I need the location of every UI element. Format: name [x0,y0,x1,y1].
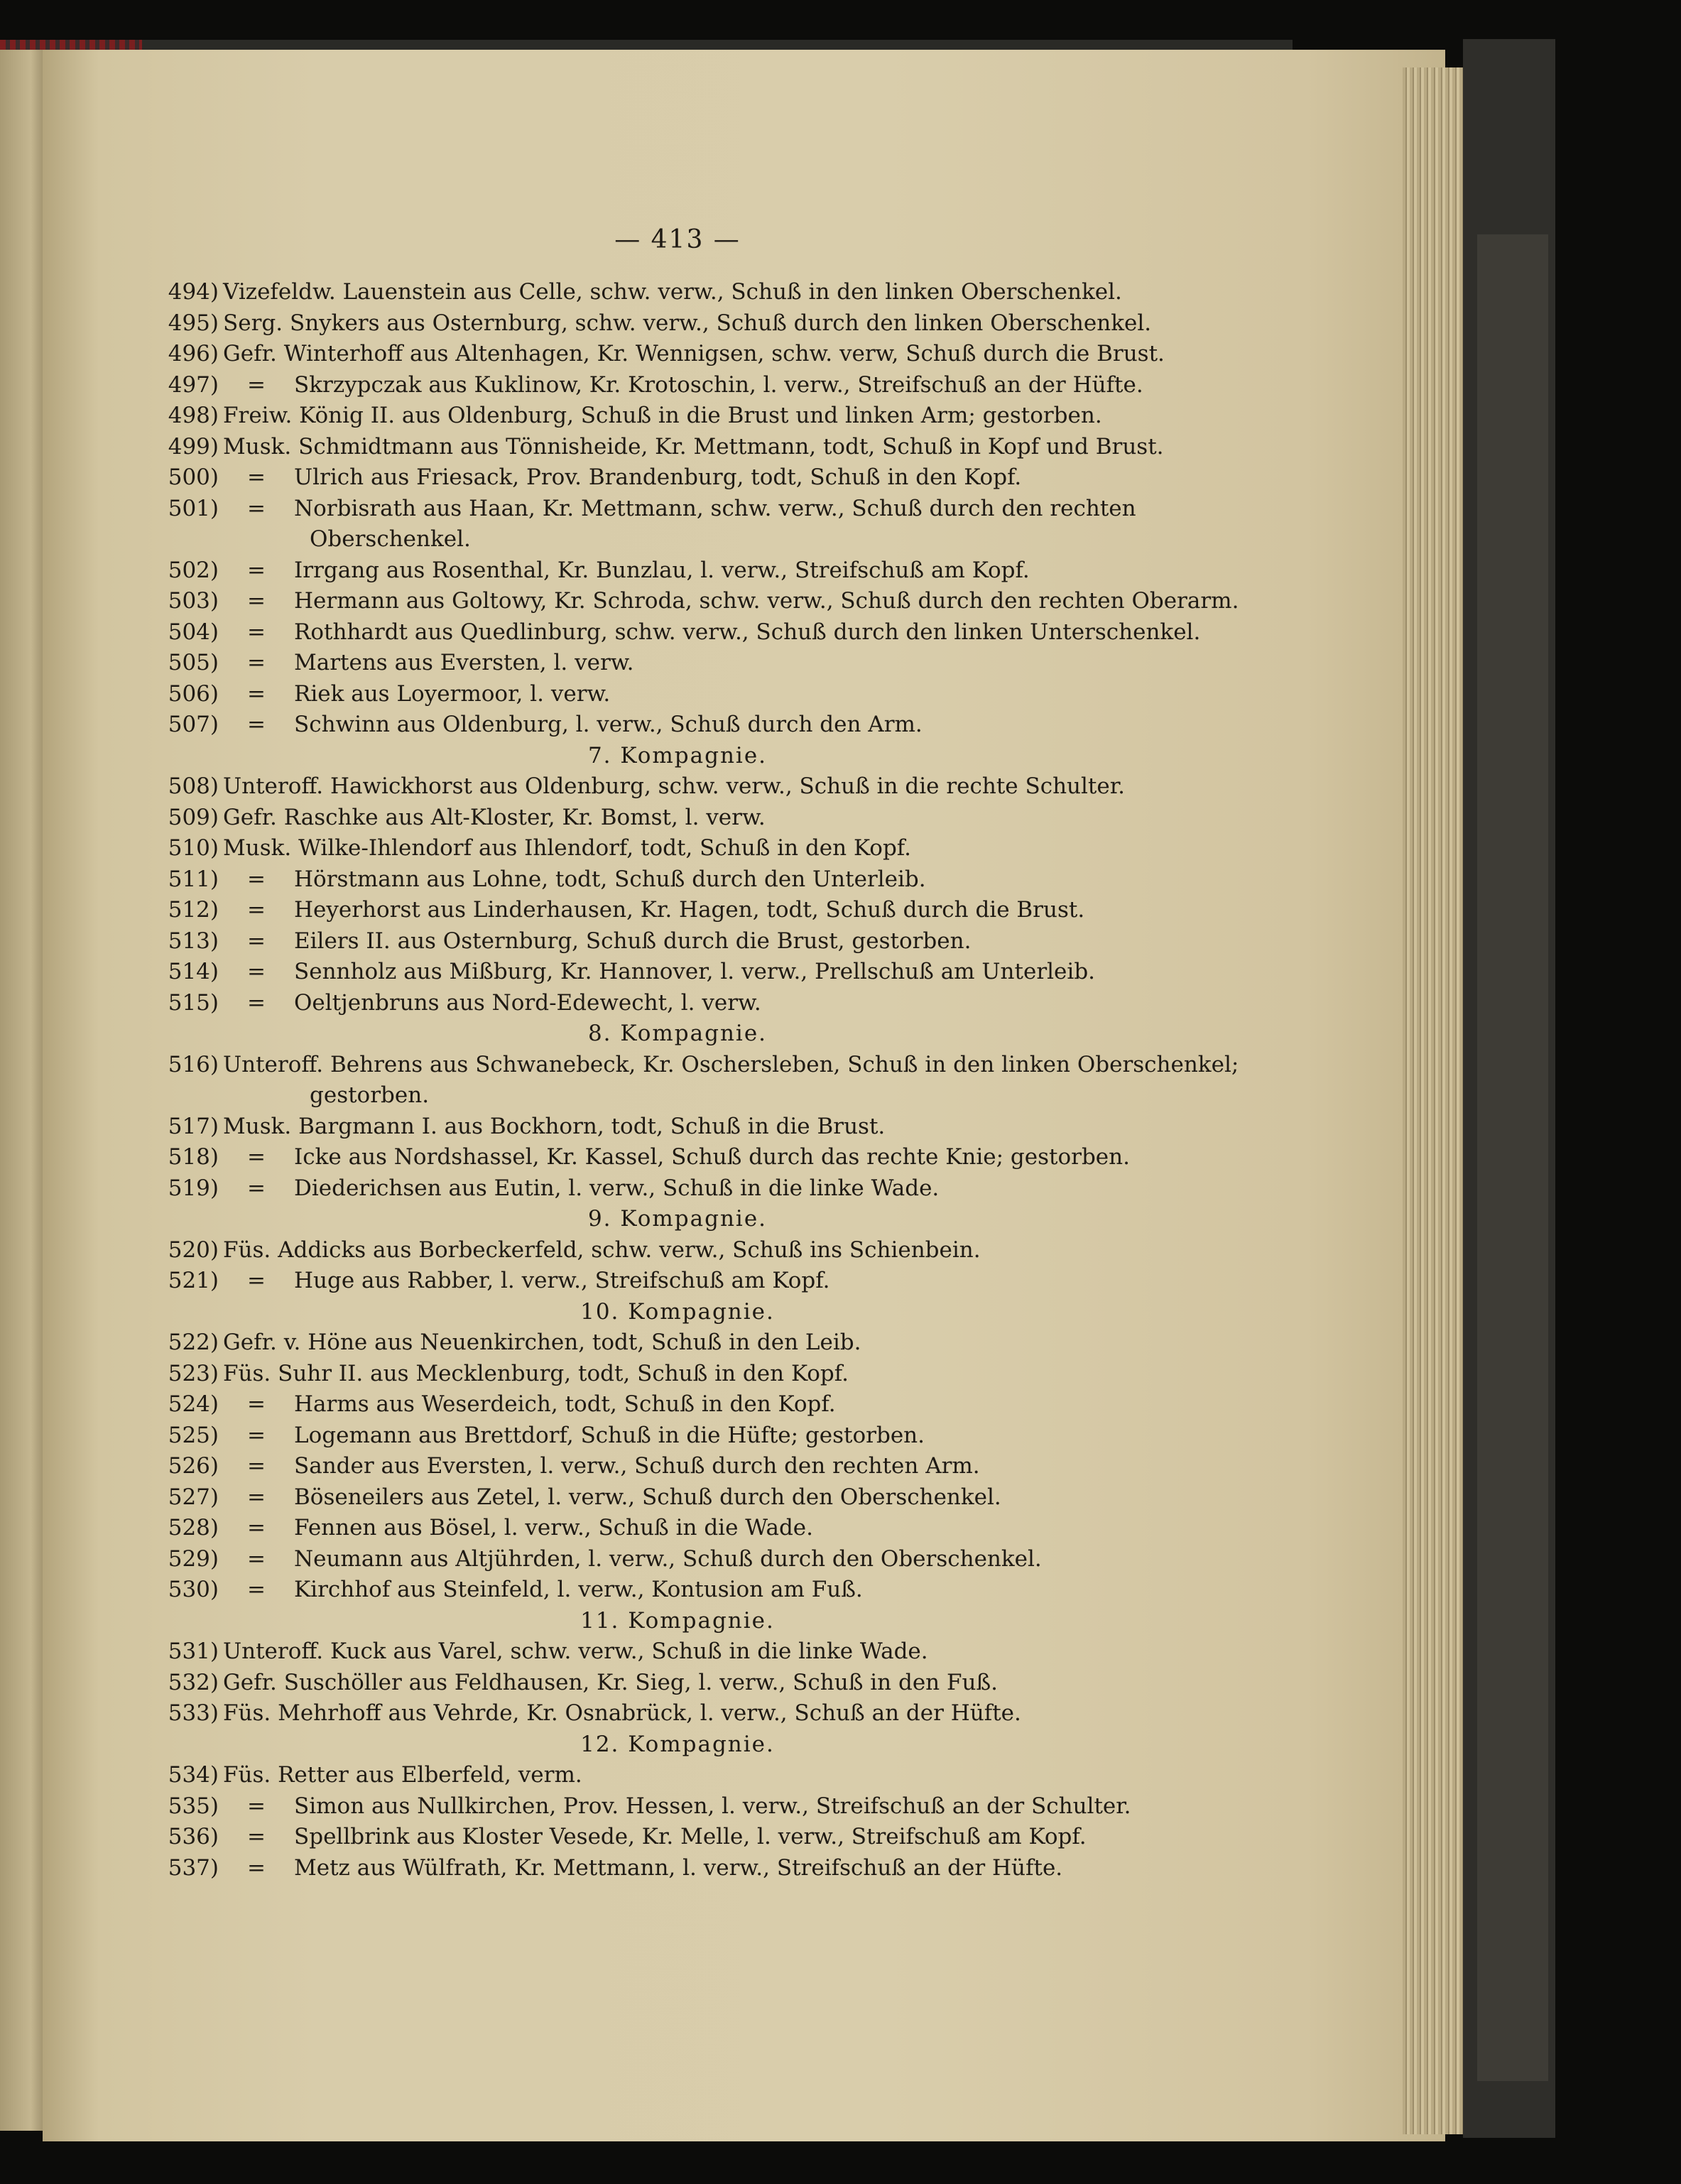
entry-number: 510) [168,835,219,861]
entry-text: Hermann aus Goltowy, Kr. Schroda, schw. verw., Schuß durch den rechten Oberarm. [294,588,1239,614]
company-heading: 10. Kompagnie. [580,1298,775,1325]
book-cover-inner [1477,234,1548,2081]
ditto-mark: = [247,1484,266,1510]
ditto-mark: = [247,959,266,984]
entry-text: Gefr. Suschöller aus Feldhausen, Kr. Sieg, l. verw., Schuß in den Fuß. [223,1669,999,1695]
entry-text: Freiw. König II. aus Oldenburg, Schuß in die Brust und linken Arm; gestorben. [223,403,1102,428]
entry-text: Rothhardt aus Quedlinburg, schw. verw., Schuß durch den linken Unterschenkel. [294,619,1201,645]
entry-text: Norbisrath aus Haan, Kr. Mettmann, schw. verw., Schuß durch den rechten [294,495,1136,521]
entry-text: Sennholz aus Mißburg, Kr. Hannover, l. verw., Prellschuß am Unterleib. [294,959,1096,984]
entry-number: 527) [168,1484,219,1510]
entry-number: 532) [168,1669,219,1695]
entry-text: Schwinn aus Oldenburg, l. verw., Schuß durch den Arm. [294,712,923,737]
entry-text: Füs. Suhr II. aus Mecklenburg, todt, Schuß in den Kopf. [223,1360,849,1386]
entry-text: Serg. Snykers aus Osternburg, schw. verw., Schuß durch den linken Oberschenkel. [223,310,1152,336]
ditto-mark: = [247,989,266,1016]
entry-text: Spellbrink aus Kloster Vesede, Kr. Melle, l. verw., Streifschuß am Kopf. [294,1824,1087,1849]
ditto-mark: = [247,588,266,614]
entry-text: Riek aus Loyermoor, l. verw. [294,680,611,707]
entry-number: 514) [168,959,219,984]
entry-text: Ulrich aus Friesack, Prov. Brandenburg, todt, Schuß in den Kopf. [294,464,1022,490]
entry-text: Kirchhof aus Steinfeld, l. verw., Kontusion am Fuß. [294,1577,863,1602]
entry-number: 530) [168,1577,219,1602]
entry-text: Unteroff. Hawickhorst aus Oldenburg, schw. verw., Schuß in die rechte Schulter. [223,773,1126,799]
entry-number: 511) [168,866,219,892]
entry-text: Unteroff. Kuck aus Varel, schw. verw., Schuß in die linke Wade. [223,1639,928,1664]
entry-text: Oeltjenbruns aus Nord-Edewecht, l. verw. [294,989,761,1016]
entry-text: Gefr. v. Höne aus Neuenkirchen, todt, Schuß in den Leib. [223,1330,861,1355]
entry-number: 503) [168,588,219,614]
entry-text: Icke aus Nordshassel, Kr. Kassel, Schuß durch das rechte Knie; gestorben. [294,1144,1130,1170]
entry-text: Logemann aus Brettdorf, Schuß in die Hüfte; gestorben. [294,1422,925,1448]
entry-number: 497) [168,371,219,398]
page-edges [1403,67,1463,2134]
ditto-mark: = [247,1391,266,1417]
entry-text: Musk. Bargmann I. aus Bockhorn, todt, Schuß in die Brust. [223,1113,886,1139]
ditto-mark: = [247,1545,266,1572]
entry-number: 537) [168,1854,219,1881]
ditto-mark: = [247,650,266,675]
entry-text: Metz aus Wülfrath, Kr. Mettmann, l. verw., Streifschuß an der Hüfte. [294,1854,1063,1881]
entry-number: 521) [168,1268,219,1293]
entry-number: 495) [168,310,219,336]
ditto-mark: = [247,1175,266,1201]
entry-text: Musk. Schmidtmann aus Tönnisheide, Kr. Mettmann, todt, Schuß in Kopf und Brust. [223,433,1164,460]
company-heading: 9. Kompagnie. [587,1206,768,1232]
ditto-mark: = [247,1577,266,1602]
entry-text: Gefr. Raschke aus Alt-Kloster, Kr. Bomst, l. verw. [223,804,766,830]
entry-text: Huge aus Rabber, l. verw., Streifschuß am Kopf. [294,1268,830,1293]
entry-text: Heyerhorst aus Linderhausen, Kr. Hagen, todt, Schuß durch die Brust. [294,897,1085,923]
entry-number: 528) [168,1515,219,1541]
entry-number: 498) [168,403,219,428]
entry-text: Füs. Addicks aus Borbeckerfeld, schw. verw., Schuß ins Schienbein. [223,1237,981,1263]
entry-text: Harms aus Weserdeich, todt, Schuß in den Kopf. [294,1391,836,1417]
entry-number: 535) [168,1793,219,1819]
ditto-mark: = [247,1144,266,1170]
entry-number: 533) [168,1700,219,1726]
ditto-mark: = [247,928,266,954]
entry-number: 516) [168,1051,219,1077]
entry-number: 496) [168,341,219,366]
company-heading: 11. Kompagnie. [580,1607,775,1634]
entry-text: Fennen aus Bösel, l. verw., Schuß in die Wade. [294,1515,813,1541]
ditto-mark: = [247,619,266,645]
entry-number: 529) [168,1545,219,1572]
entry-number: 494) [168,279,219,305]
entry-number: 512) [168,897,219,923]
ditto-mark: = [247,1854,266,1881]
ditto-mark: = [247,680,266,707]
ditto-mark: = [247,1824,266,1849]
ditto-mark: = [247,1268,266,1293]
ditto-mark: = [247,1515,266,1541]
entry-number: 523) [168,1360,219,1386]
entry-number: 509) [168,804,219,830]
entry-number: 515) [168,989,219,1016]
entry-text: Skrzypczak aus Kuklinow, Kr. Krotoschin, l. verw., Streifschuß an der Hüfte. [294,371,1143,398]
entry-number: 504) [168,619,219,645]
entry-number: 499) [168,433,219,460]
ditto-mark: = [247,1422,266,1448]
entry-text: Hörstmann aus Lohne, todt, Schuß durch den Unterleib. [294,866,926,892]
entry-text: Neumann aus Altjührden, l. verw., Schuß durch den Oberschenkel. [294,1545,1042,1572]
entry-number: 524) [168,1391,219,1417]
ditto-mark: = [247,464,266,490]
entry-text: Musk. Wilke-Ihlendorf aus Ihlendorf, todt, Schuß in den Kopf. [223,835,912,861]
ditto-mark: = [247,1453,266,1479]
entry-number: 507) [168,712,219,737]
entry-number: 522) [168,1330,219,1355]
entry-number: 508) [168,773,219,799]
entry-number: 526) [168,1453,219,1479]
ditto-mark: = [247,495,266,521]
entry-text: Böseneilers aus Zetel, l. verw., Schuß durch den Oberschenkel. [294,1484,1001,1510]
entry-number: 506) [168,680,219,707]
entry-continuation-text: Oberschenkel. [310,526,471,552]
entry-text: Martens aus Eversten, l. verw. [294,650,634,675]
company-heading: 8. Kompagnie. [587,1021,768,1046]
entry-text: Füs. Retter aus Elberfeld, verm. [223,1762,582,1788]
company-heading: 7. Kompagnie. [587,742,768,768]
page-number: — 413 — [614,225,741,254]
entry-number: 500) [168,464,219,490]
entry-number: 502) [168,557,219,583]
entry-number: 501) [168,495,219,521]
entry-number: 505) [168,650,219,675]
entry-number: 520) [168,1237,219,1263]
ditto-mark: = [247,897,266,923]
company-heading: 12. Kompagnie. [580,1731,775,1757]
entry-text: Sander aus Eversten, l. verw., Schuß durch den rechten Arm. [294,1453,980,1479]
ditto-mark: = [247,557,266,583]
ditto-mark: = [247,371,266,398]
ditto-mark: = [247,866,266,892]
entry-continuation-text: gestorben. [310,1082,430,1108]
entry-number: 518) [168,1144,219,1170]
entry-text: Gefr. Winterhoff aus Altenhagen, Kr. Wennigsen, schw. verw, Schuß durch die Brust. [223,341,1165,366]
entry-text: Irrgang aus Rosenthal, Kr. Bunzlau, l. verw., Streifschuß am Kopf. [294,557,1030,583]
entry-number: 531) [168,1639,219,1664]
entry-number: 513) [168,928,219,954]
entry-text: Diederichsen aus Eutin, l. verw., Schuß in die linke Wade. [294,1175,940,1201]
entry-number: 536) [168,1824,219,1849]
ditto-mark: = [247,712,266,737]
entry-number: 519) [168,1175,219,1201]
entry-text: Simon aus Nullkirchen, Prov. Hessen, l. verw., Streifschuß an der Schulter. [294,1793,1131,1819]
entry-text: Unteroff. Behrens aus Schwanebeck, Kr. Oschersleben, Schuß in den linken Oberschenkel; [223,1051,1239,1077]
entry-number: 517) [168,1113,219,1139]
entry-number: 534) [168,1762,219,1788]
ditto-mark: = [247,1793,266,1819]
entry-text: Vizefeldw. Lauenstein aus Celle, schw. verw., Schuß in den linken Oberschenkel. [223,279,1122,305]
entry-number: 525) [168,1422,219,1448]
entry-text: Füs. Mehrhoff aus Vehrde, Kr. Osnabrück, l. verw., Schuß an der Hüfte. [223,1700,1021,1726]
entry-text: Eilers II. aus Osternburg, Schuß durch die Brust, gestorben. [294,928,972,954]
